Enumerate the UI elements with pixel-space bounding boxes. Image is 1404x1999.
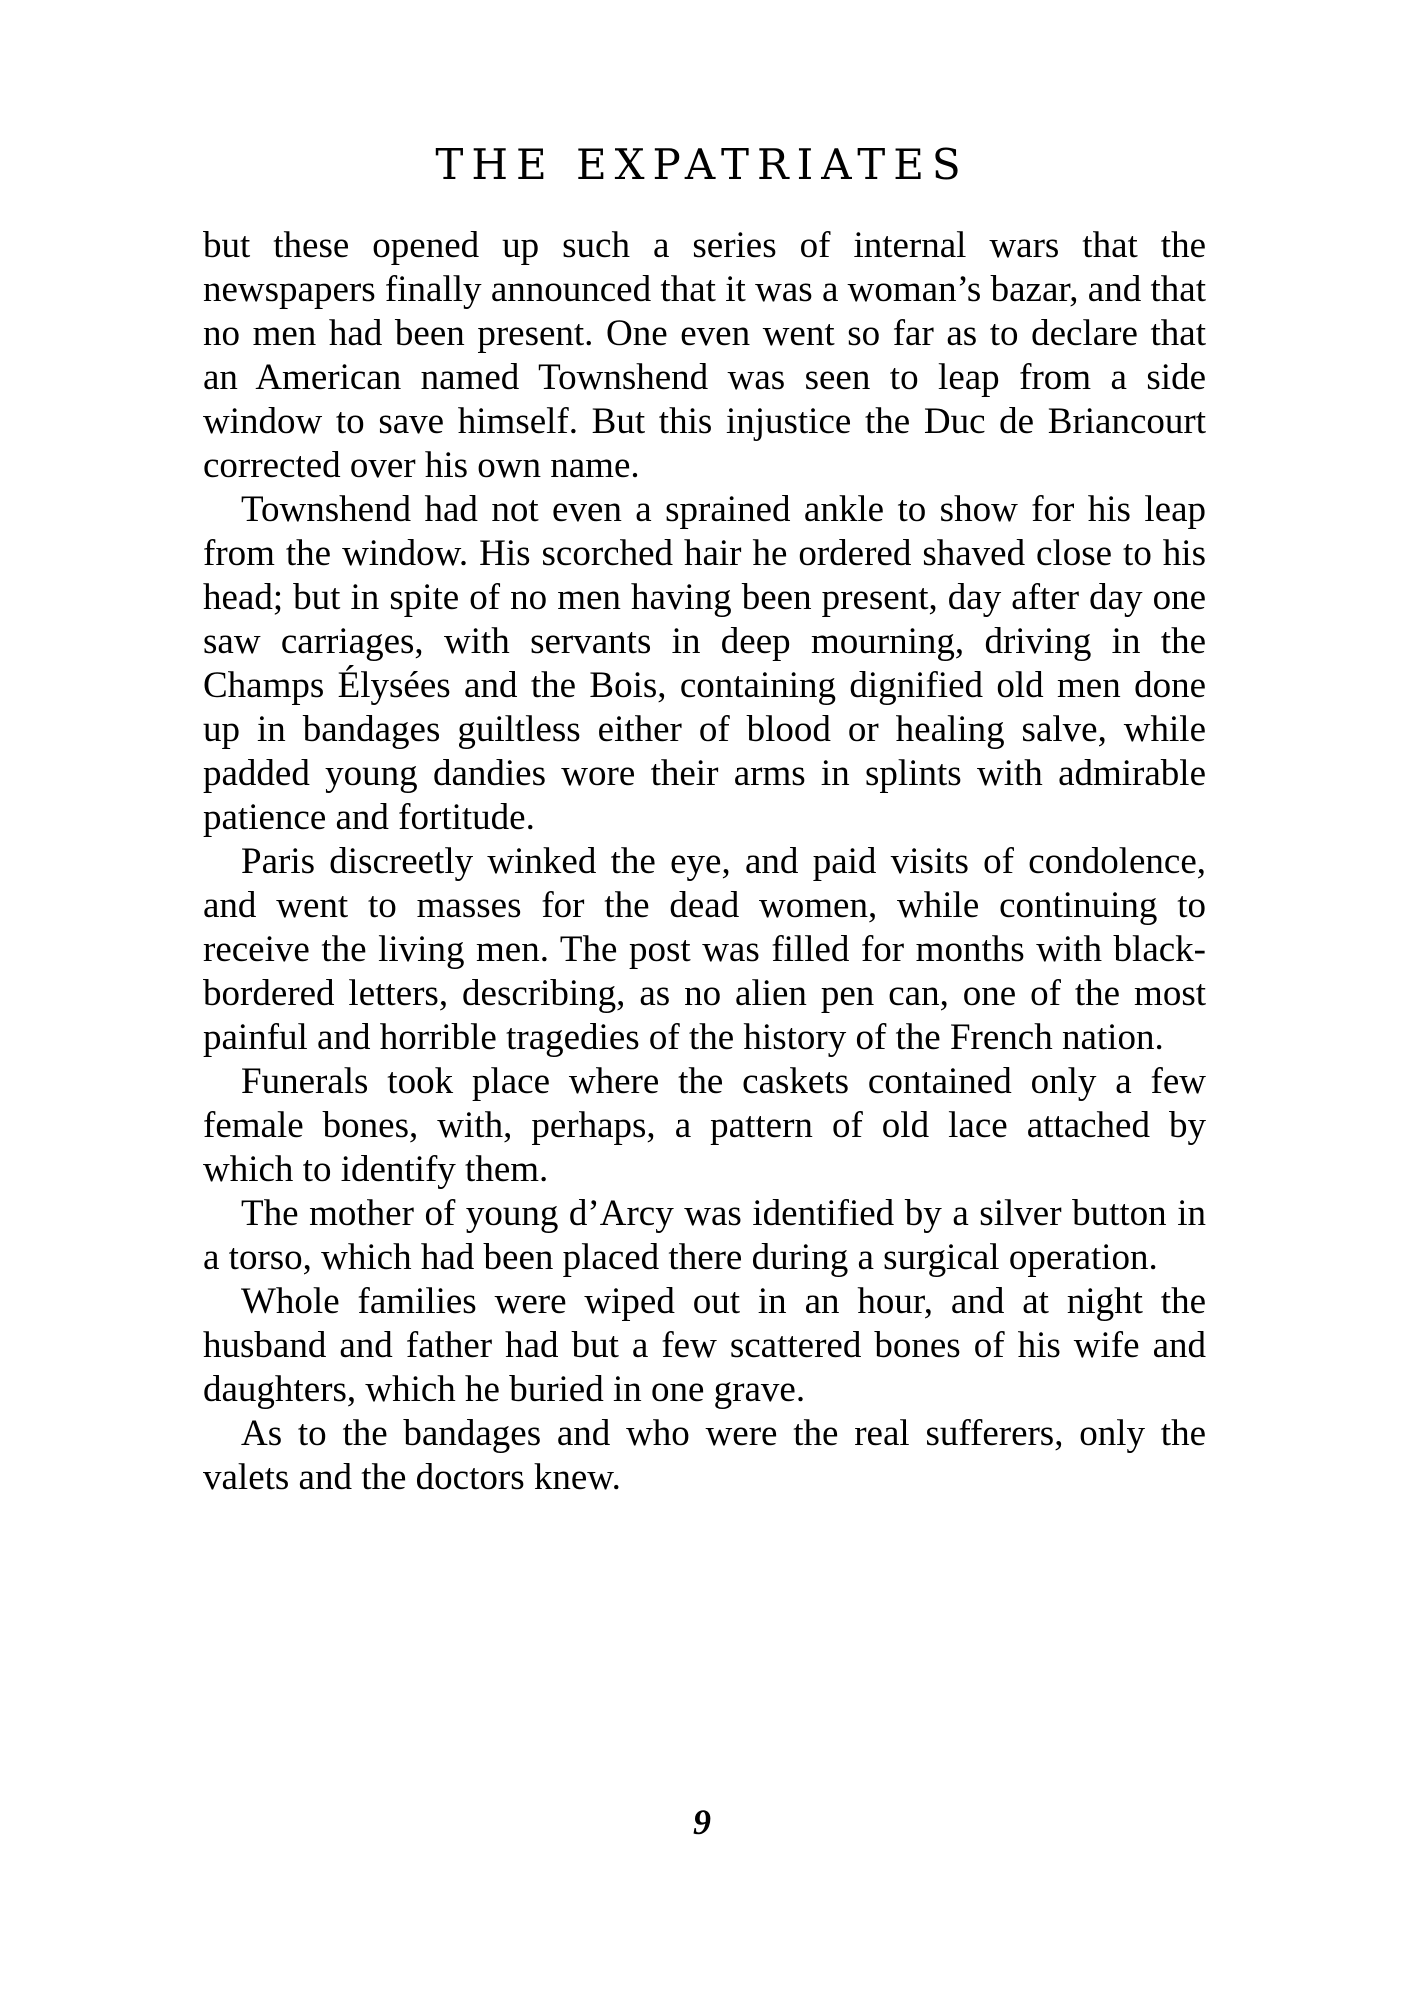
body-text <box>203 224 1206 1500</box>
running-title: THE EXPATRIATES <box>435 140 969 189</box>
paragraph: Funerals took place where the caskets contained only a few female bones, with, perhaps, a pattern of old lace attached by which to identify them. <box>203 1061 1206 1190</box>
paragraph: Whole families were wiped out in an hour, and at night the husband and father had but a few scattered bones of his wife and daughters, which he buried in one grave. <box>203 1281 1206 1410</box>
page-number: 9 <box>693 1802 711 1842</box>
paragraph: Paris discreetly winked the eye, and paid visits of condolence, and went to masses for the dead women, while continuing to receive the living men. The post was filled for months with black-bordered letters, describing, as no alien pen can, one of the most painful and horrible tragedies of the history of the French nation. <box>203 841 1206 1058</box>
paragraph: As to the bandages and who were the real sufferers, only the valets and the doctors knew. <box>203 1413 1206 1498</box>
paragraph: Townshend had not even a sprained ankle to show for his leap from the window. His scorched hair he ordered shaved close to his head; but in spite of no men having been present, day after day one saw carriages, with servants in deep mourning, driving in the Champs Élysées and the Bois, containing dignified old men done up in bandages guiltless either of blood or healing salve, while padded young dandies wore their arms in splints with admirable patience and fortitude. <box>203 489 1206 838</box>
paragraph: The mother of young d’Arcy was identified by a silver button in a torso, which had been placed there during a surgical operation. <box>203 1193 1206 1278</box>
paragraph: but these opened up such a series of internal wars that the newspapers finally announced that it was a woman’s bazar, and that no men had been present. One even went so far as to declare that an American named Townshend was seen to leap from a side window to save himself. But this injustice the Duc de Briancourt corrected over his own name. <box>203 225 1206 486</box>
